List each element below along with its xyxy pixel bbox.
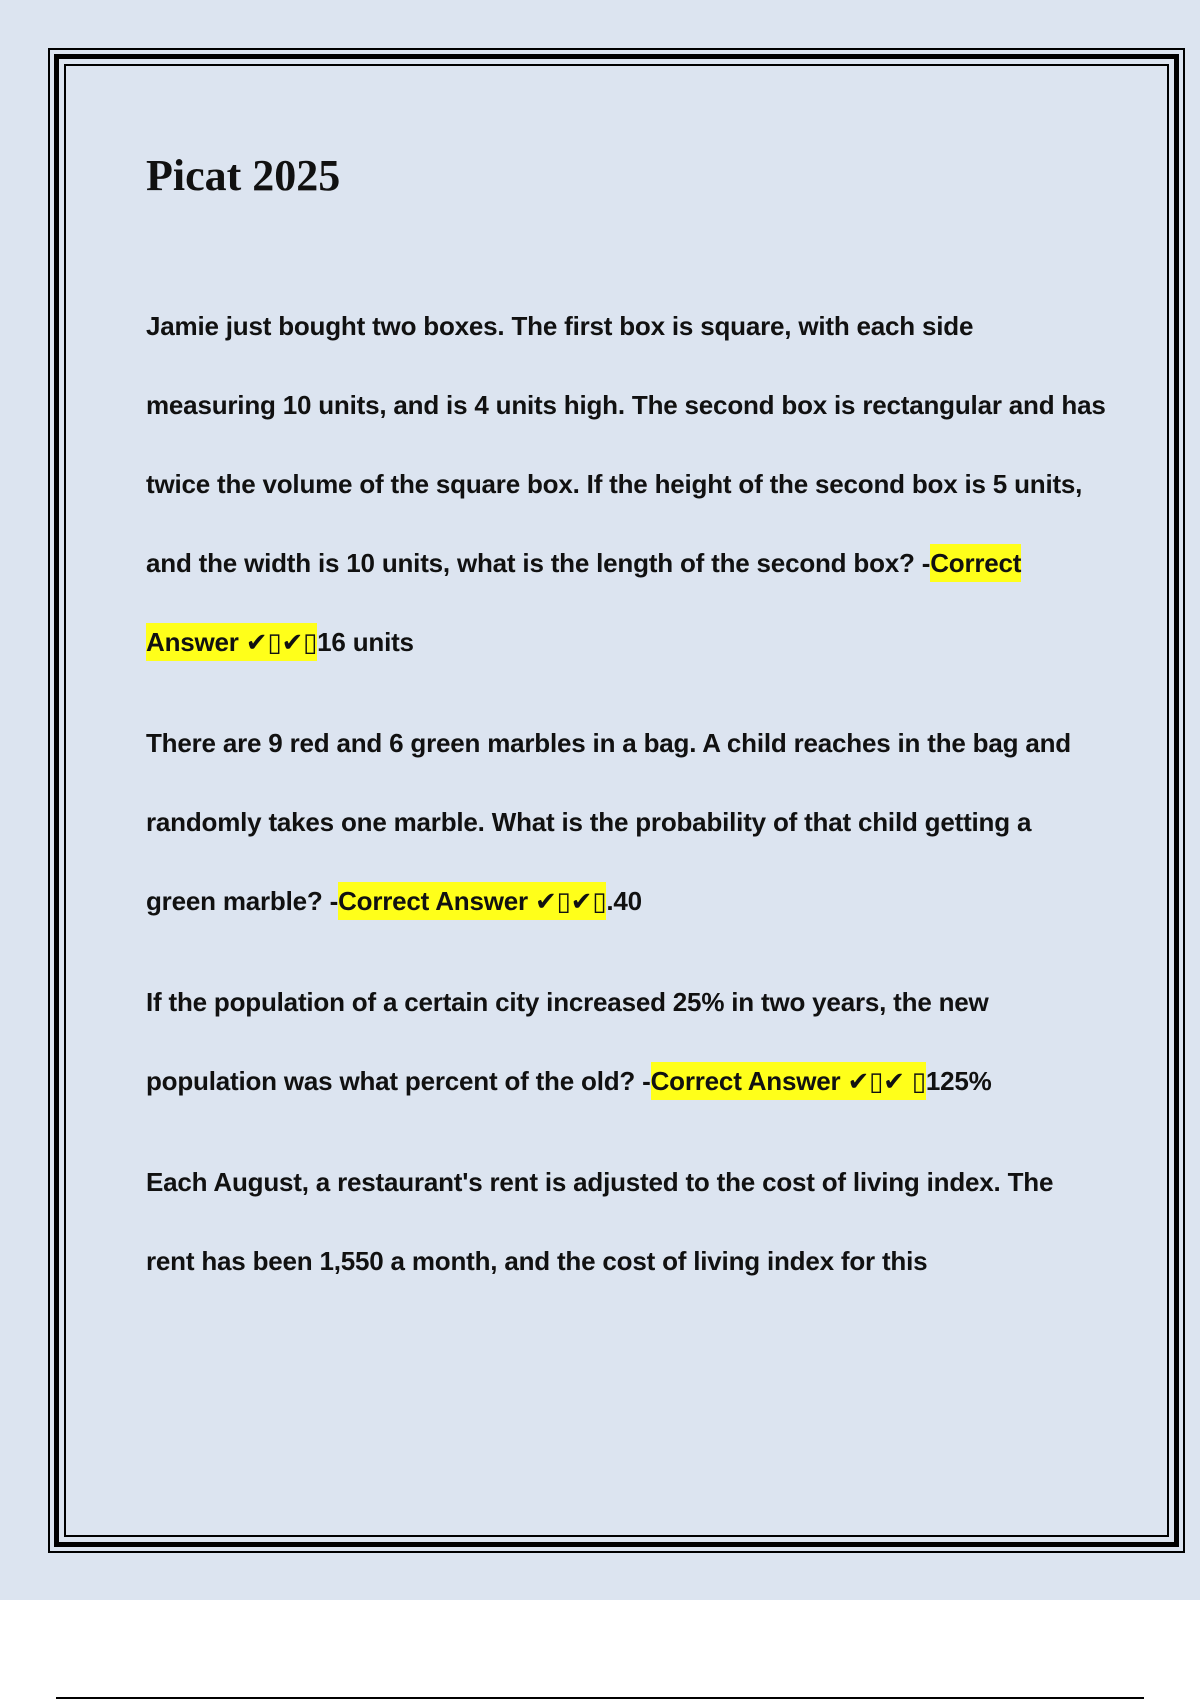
answer-value: .40 — [606, 885, 642, 916]
answer-marks: ▯✔▯ — [556, 885, 607, 916]
question-text: If the population of a certain city increased 25% in two years, the new population was what percent of the old? - — [146, 986, 989, 1096]
question-list — [146, 287, 1106, 1301]
question-text: Jamie just bought two boxes. The first box is square, with each side measuring 10 units, and is 4 units high. The second box is rectangular and has twice the volume of the square box. If the height of the second box is 5 units, and the width is 10 units, what is the length of the second box? - — [146, 310, 1106, 578]
question-item — [146, 704, 1106, 941]
answer-label: Correct Answer ✔ — [146, 547, 1022, 657]
answer-value: 16 units — [317, 626, 414, 657]
document-content — [146, 130, 1106, 1323]
document-title: Picat 2025 — [146, 151, 341, 200]
question-item — [146, 287, 1106, 682]
answer-label: Correct Answer ✔ — [650, 1065, 870, 1096]
question-item — [146, 1143, 1106, 1301]
answer-highlight — [338, 882, 606, 920]
answer-label: Correct Answer ✔ — [338, 885, 557, 916]
question-text: There are 9 red and 6 green marbles in a bag. A child reaches in the bag and randomly takes one marble. What is the probability of that child getting a green marble? - — [146, 727, 1071, 916]
answer-marks: ▯✔▯ — [267, 626, 318, 657]
question-text: Each August, a restaurant's rent is adjusted to the cost of living index. The rent has been 1,550 a month, and the cost of living index for this — [146, 1166, 1054, 1276]
answer-marks: ▯✔ ▯ — [869, 1065, 926, 1096]
question-item — [146, 963, 1106, 1121]
answer-highlight — [651, 1062, 926, 1100]
footer-rule — [56, 1697, 1144, 1699]
answer-value: 125% — [925, 1065, 992, 1096]
